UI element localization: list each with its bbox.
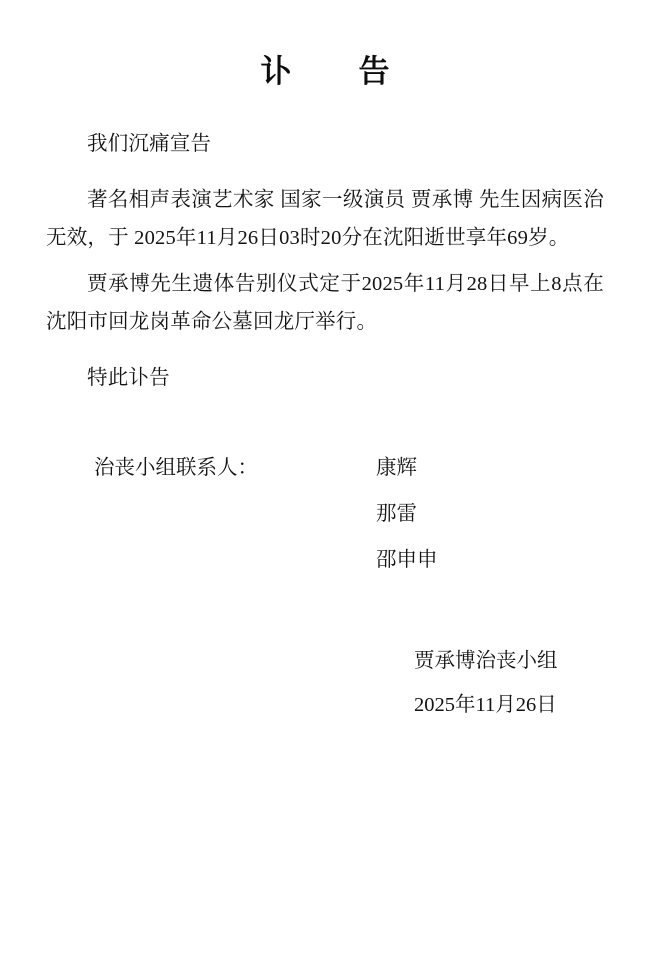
paragraph-death-notice: 著名相声表演艺术家 国家一级演员 贾承博 先生因病医治无效，于 2025年11月26日03时20分在沈阳逝世享年69岁。 [46, 189, 604, 249]
contact-name: 邵申申 [376, 549, 438, 571]
document-body [46, 125, 604, 727]
page-title: 讣 告 [260, 54, 408, 89]
closing-text: 特此讣告 [87, 367, 170, 389]
salutation-text: 我们沉痛宣告 [87, 133, 212, 155]
contacts-section [46, 445, 604, 583]
contact-name: 康辉 [376, 457, 417, 479]
signature-block [46, 639, 604, 727]
contacts-label: 治丧小组联系人： [94, 457, 258, 479]
signature-date: 2025年11月26日 [414, 694, 557, 716]
contact-name: 那雷 [376, 503, 417, 525]
signature-organization: 贾承博治丧小组 [414, 650, 558, 672]
paragraph-farewell-ceremony: 贾承博先生遗体告别仪式定于2025年11月28日早上8点在沈阳市回龙岗革命公墓回龙厅举行。 [46, 273, 604, 333]
contacts-name-list [376, 445, 438, 583]
